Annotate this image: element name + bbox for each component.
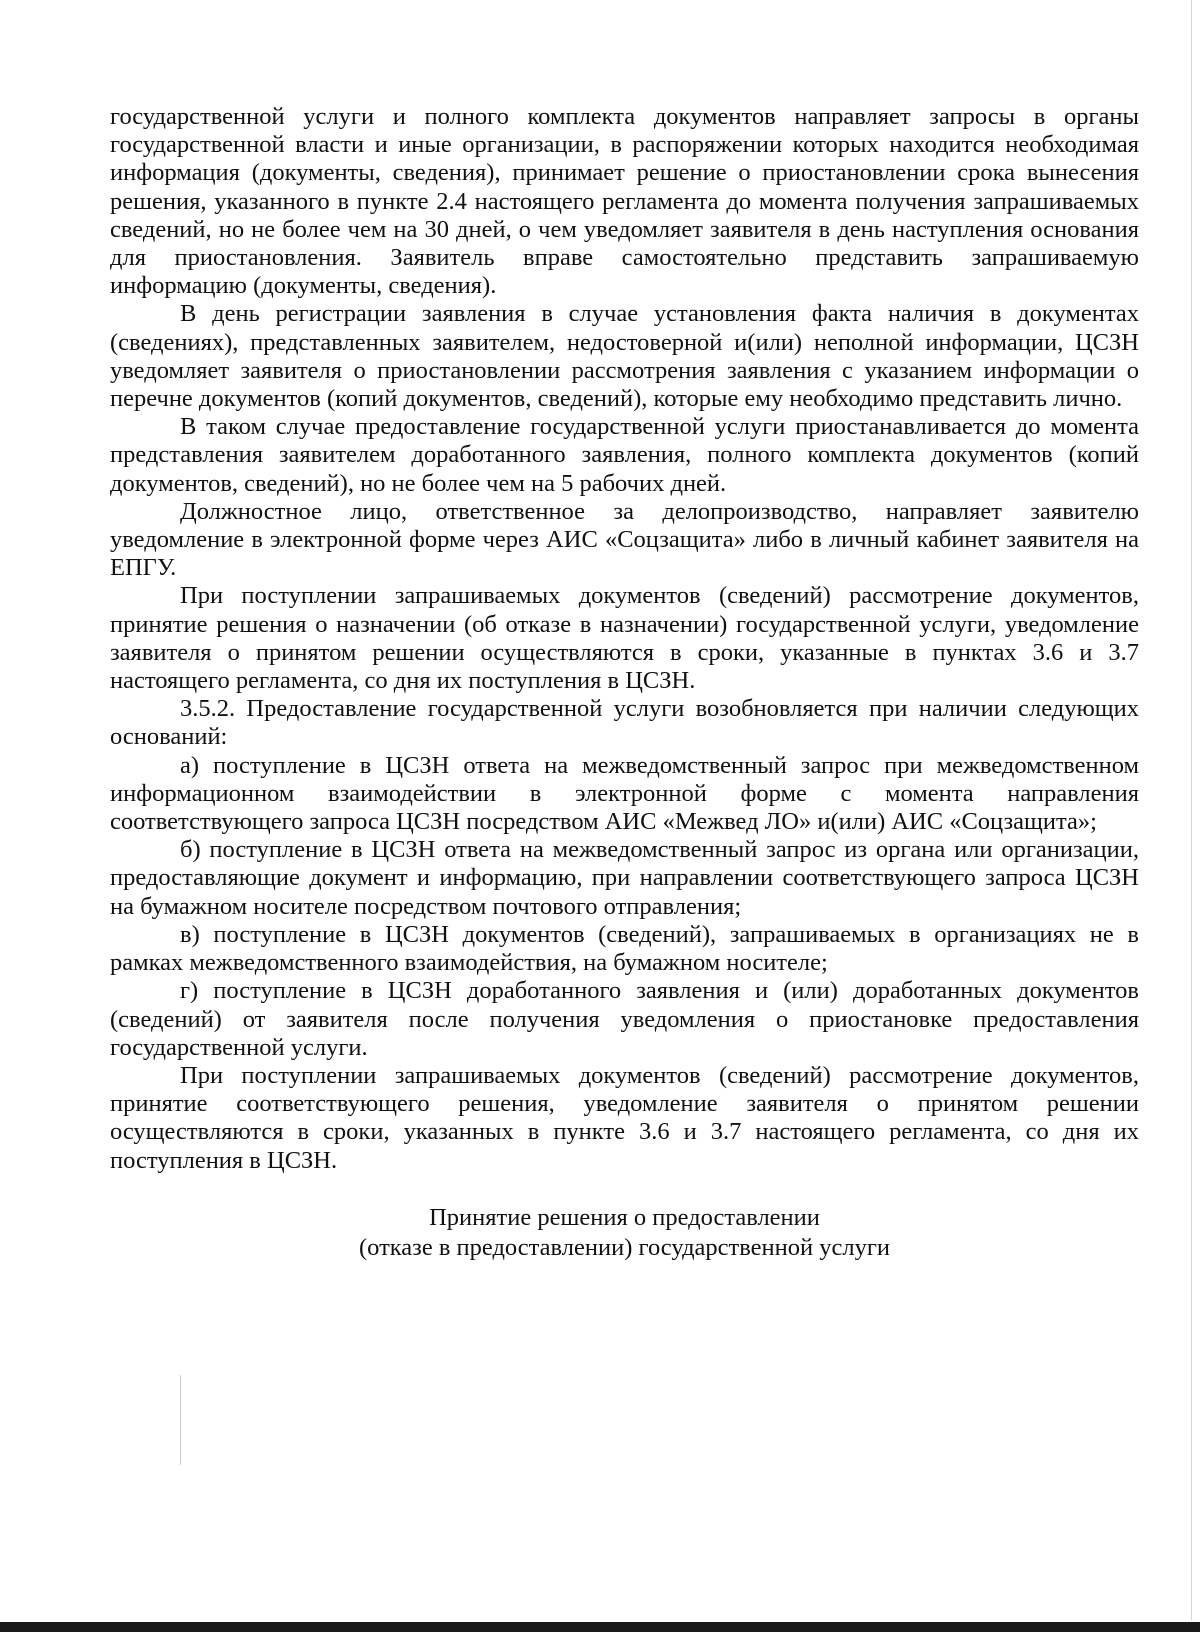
document-body xyxy=(110,103,1139,1263)
section-heading-line: Принятие решения о предоставлении xyxy=(429,1203,820,1231)
scan-artifact-line xyxy=(180,1375,181,1465)
paragraph: государственной услуги и полного комплекта документов направляет запросы в органы государственной власти и иные организации, в распоряжении которых находится необходимая информация (документы, сведения), принимает решение о приостановлении срока вынесения решения, указанного в пункте 2.4 настоящего регламента до момента получения запрашиваемых сведений, но не более чем на 30 дней, о чем уведомляет заявителя в день наступления основания для приостановления. Заявитель вправе самостоятельно представить запрашиваемую информацию (документы, сведения). xyxy=(110,103,1139,300)
scan-bottom-edge xyxy=(0,1622,1200,1632)
section-heading-line: (отказе в предоставлении) государственной услуги xyxy=(358,1233,891,1261)
paragraph: В день регистрации заявления в случае установления факта наличия в документах (сведениях), представленных заявителем, недостоверной и(или) неполной информации, ЦСЗН уведомляет заявителя о приостановлении рассмотрения заявления с указанием информации о перечне документов (копий документов, сведений), которые ему необходимо представить лично. xyxy=(110,300,1139,413)
list-item: б) поступление в ЦСЗН ответа на межведомственный запрос из органа или организации, предоставляющие документ и информацию, при направлении соответствующего запроса ЦСЗН на бумажном носителе посредством почтового отправления; xyxy=(110,836,1139,920)
scan-artifact-line xyxy=(1191,0,1192,1620)
paragraph: При поступлении запрашиваемых документов (сведений) рассмотрение документов, принятие решения о назначении (об отказе в назначении) государственной услуги, уведомление заявителя о принятом решении осуществляются в сроки, указанные в пунктах 3.6 и 3.7 настоящего регламента, со дня их поступления в ЦСЗН. xyxy=(110,582,1139,695)
paragraph: При поступлении запрашиваемых документов (сведений) рассмотрение документов, принятие соответствующего решения, уведомление заявителя о принятом решении осуществляются в сроки, указанных в пункте 3.6 и 3.7 настоящего регламента, со дня их поступления в ЦСЗН. xyxy=(110,1061,1139,1174)
paragraph: В таком случае предоставление государственной услуги приостанавливается до момента представления заявителем доработанного заявления, полного комплекта документов (копий документов, сведений), но не более чем на 5 рабочих дней. xyxy=(110,413,1139,497)
section-heading xyxy=(110,1203,1139,1263)
paragraph: Должностное лицо, ответственное за делопроизводство, направляет заявителю уведомление в электронной форме через АИС «Соцзащита» либо в личный кабинет заявителя на ЕПГУ. xyxy=(110,497,1139,582)
list-item: в) поступление в ЦСЗН документов (сведений), запрашиваемых в организациях не в рамках межведомственного взаимодействия, на бумажном носителе; xyxy=(110,920,1139,977)
paragraph: 3.5.2. Предоставление государственной услуги возобновляется при наличии следующих оснований: xyxy=(110,695,1139,751)
list-item: г) поступление в ЦСЗН доработанного заявления и (или) доработанных документов (сведений) от заявителя после получения уведомления о приостановке предоставления государственной услуги. xyxy=(110,977,1139,1061)
list-item: а) поступление в ЦСЗН ответа на межведомственный запрос при межведомственном информационном взаимодействии в электронной форме с момента направления соответствующего запроса ЦСЗН посредством АИС «Межвед ЛО» и(или) АИС «Соцзащита»; xyxy=(110,751,1139,836)
